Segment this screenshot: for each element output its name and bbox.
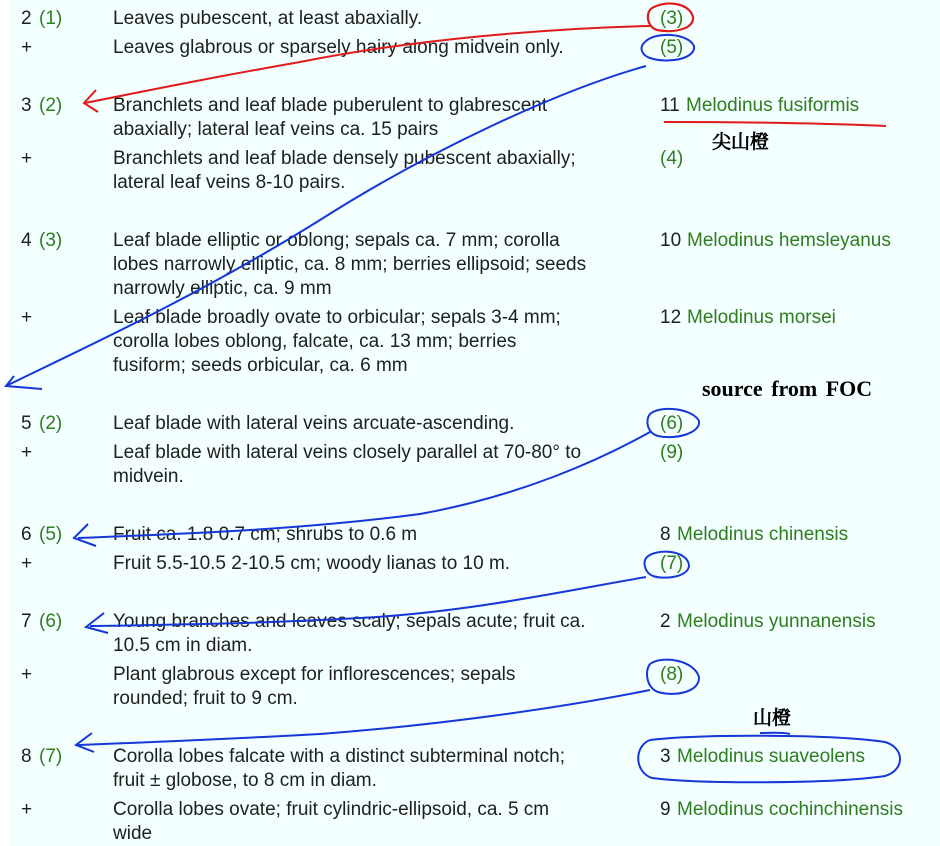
annotation-chinese-name-2: 山橙 (753, 707, 792, 729)
couplet-number: 8 (21, 746, 32, 767)
couplet-description-line: Leaf blade with lateral veins closely parallel at 70-80° to (113, 442, 582, 463)
couplet-description-line: Leaf blade elliptic or oblong; sepals ca. 7 mm; corolla (113, 230, 560, 251)
couplet-number: 5 (21, 413, 32, 434)
couplet-number: + (21, 553, 33, 574)
taxon-name-link[interactable]: Melodinus suaveolens (677, 746, 866, 767)
annotation-chinese-name-1: 尖山橙 (712, 131, 770, 153)
next-couplet-link[interactable]: (4) (660, 148, 684, 169)
couplet-description-line: lateral leaf veins 8-10 pairs. (113, 172, 346, 193)
couplet-description-line: Young branches and leaves scaly; sepals acute; fruit ca. (113, 611, 586, 632)
couplet-back-reference: (7) (39, 746, 63, 767)
couplet-number: 6 (21, 524, 32, 545)
couplet-number: + (21, 37, 33, 58)
taxon-number: 8 (660, 524, 671, 545)
next-couplet-link[interactable]: (9) (660, 442, 684, 463)
taxon-name-link[interactable]: Melodinus yunnanensis (677, 611, 876, 632)
next-couplet-link[interactable]: (6) (660, 413, 684, 434)
couplet-description-line: fusiform; seeds orbicular, ca. 6 mm (113, 355, 408, 376)
taxon-number: 9 (660, 799, 671, 820)
next-couplet-link[interactable]: (7) (660, 553, 684, 574)
couplet-description-line: lobes narrowly elliptic, ca. 8 mm; berries ellipsoid; seeds (113, 254, 587, 275)
couplet-description-line: midvein. (113, 466, 184, 487)
taxon-name-link[interactable]: Melodinus chinensis (677, 524, 849, 545)
couplet-back-reference: (6) (39, 611, 63, 632)
taxon-name-link[interactable]: Melodinus fusiformis (686, 95, 860, 116)
taxon-number: 10 (660, 230, 682, 251)
couplet-number: + (21, 442, 33, 463)
couplet-back-reference: (3) (39, 230, 63, 251)
couplet-number: 7 (21, 611, 32, 632)
annotation-source-note: source from FOC (702, 376, 873, 401)
couplet-number: + (21, 148, 33, 169)
couplet-back-reference: (2) (39, 95, 63, 116)
next-couplet-link[interactable]: (8) (660, 664, 684, 685)
taxon-name-link[interactable]: Melodinus hemsleyanus (687, 230, 891, 251)
couplet-description-line: Leaves glabrous or sparsely hairy along midvein only. (113, 37, 564, 58)
taxon-number: 11 (660, 95, 680, 116)
couplet-description-line: Branchlets and leaf blade densely pubescent abaxially; (113, 148, 576, 169)
couplet-back-reference: (1) (39, 8, 63, 29)
taxon-name-link[interactable]: Melodinus morsei (687, 307, 836, 328)
couplet-back-reference: (2) (39, 413, 63, 434)
couplet-description-line: Leaf blade with lateral veins arcuate-ascending. (113, 413, 515, 434)
couplet-description-line: Corolla lobes ovate; fruit cylindric-ellipsoid, ca. 5 cm (113, 799, 550, 820)
couplet-description-line: rounded; fruit to 9 cm. (113, 688, 298, 709)
taxon-name-link[interactable]: Melodinus cochinchinensis (677, 799, 904, 820)
next-couplet-link[interactable]: (3) (660, 8, 684, 29)
couplet-number: 2 (21, 8, 32, 29)
couplet-number: + (21, 664, 33, 685)
next-couplet-link[interactable]: (5) (660, 37, 684, 58)
couplet-number: 3 (21, 95, 32, 116)
couplet-description-line: Leaf blade broadly ovate to orbicular; sepals 3-4 mm; (113, 307, 561, 328)
couplet-description-line: Corolla lobes falcate with a distinct subterminal notch; (113, 746, 566, 767)
couplet-description-line: Leaves pubescent, at least abaxially. (113, 8, 423, 29)
couplet-description-line: narrowly elliptic, ca. 9 mm (113, 278, 332, 299)
couplet-description-line: Fruit 5.5-10.5 2-10.5 cm; woody lianas to 10 m. (113, 553, 511, 574)
couplet-description-line: Fruit ca. 1.8 0.7 cm; shrubs to 0.6 m (113, 524, 418, 545)
taxon-number: 3 (660, 746, 671, 767)
taxon-number: 2 (660, 611, 671, 632)
couplet-back-reference: (5) (39, 524, 63, 545)
couplet-description-line: corolla lobes oblong, falcate, ca. 13 mm; berries (113, 331, 517, 352)
couplet-description-line: Plant glabrous except for inflorescences; sepals (113, 664, 516, 685)
couplet-description-line: wide (113, 823, 153, 844)
couplet-number: 4 (21, 230, 32, 251)
couplet-description-line: fruit ± globose, to 8 cm in diam. (113, 770, 377, 791)
couplet-number: + (21, 307, 33, 328)
couplet-number: + (21, 799, 33, 820)
taxon-number: 12 (660, 307, 682, 328)
couplet-description-line: abaxially; lateral leaf veins ca. 15 pairs (113, 119, 439, 140)
couplet-description-line: Branchlets and leaf blade puberulent to glabrescent (113, 95, 548, 116)
couplet-description-line: 10.5 cm in diam. (113, 635, 253, 656)
